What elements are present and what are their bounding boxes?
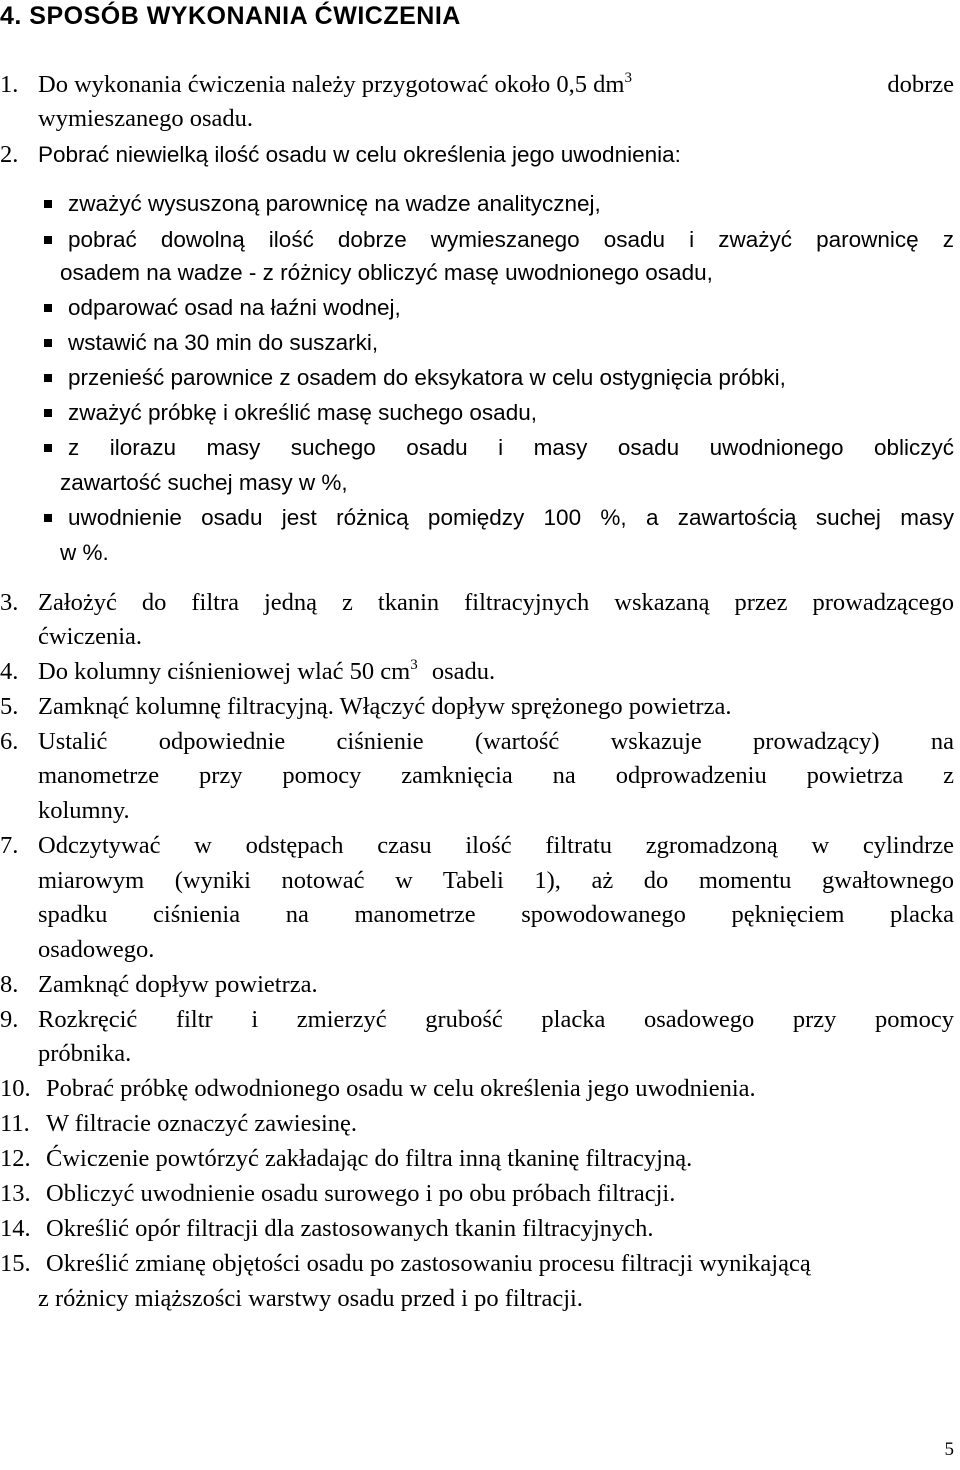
step-number: 11. [0,1110,30,1137]
step-text: spadku ciśnienia na manometrze spowodowanego pęknięciem placka [38,901,954,928]
bullet-item: z ilorazu masy suchego osadu i masy osadu uwodnionego obliczyć [68,435,954,460]
bullet-item: pobrać dowolną ilość dobrze wymieszanego osadu i zważyć parownicę z [68,227,954,252]
step-number: 6. [0,728,19,755]
step-text: Ustalić odpowiednie ciśnienie (wartość wskazuje prowadzący) na [38,728,954,755]
step-text: miarowym (wyniki notować w Tabeli 1), aż do momentu gwałtownego [38,867,954,894]
step-number: 8. [0,971,19,998]
step-text: próbnika. [38,1040,132,1067]
step-number: 3. [0,589,19,616]
bullet-item: przenieść parownice z osadem do eksykatora w celu ostygnięcia próbki, [68,365,786,390]
step-text: Założyć do filtra jedną z tkanin filtracyjnych wskazaną przez prowadzącego [38,589,954,616]
superscript: 3 [410,657,418,673]
step-number: 14. [0,1215,31,1242]
step-text: z różnicy miąższości warstwy osadu przed i po filtracji. [38,1285,583,1312]
section-heading: 4. SPOSÓB WYKONANIA ĆWICZENIA [0,2,461,30]
bullet-square-icon [44,200,52,208]
bullet-square-icon [44,339,52,347]
bullet-square-icon [44,409,52,417]
bullet-item: wstawić na 30 min do suszarki, [68,330,379,355]
bullet-item-continuation: osadem na wadze - z różnicy obliczyć masę uwodnionego osadu, [60,260,713,285]
step-text-part: Do wykonania ćwiczenia należy przygotować około 0,5 dm [38,71,625,98]
step-text [38,70,954,100]
step-number: 15. [0,1250,31,1277]
step-text: Pobrać niewielką ilość osadu w celu określenia jego uwodnienia: [38,142,681,167]
step-text-part: osadu. [431,658,496,685]
page-number: 5 [944,1439,954,1460]
step-number: 10. [0,1075,31,1102]
step-number: 1. [0,71,19,98]
step-text: W filtracie oznaczyć zawiesinę. [46,1110,358,1137]
step-text [38,657,495,687]
bullet-item-continuation: zawartość suchej masy w %, [60,470,348,495]
bullet-item: uwodnienie osadu jest różnicą pomiędzy 100 %, a zawartością suchej masy [68,505,954,530]
bullet-square-icon [44,374,52,382]
step-text-part: Do kolumny ciśnieniowej wlać 50 cm [38,658,411,685]
step-text: wymieszanego osadu. [38,105,253,132]
step-number: 5. [0,693,19,720]
step-text: Pobrać próbkę odwodnionego osadu w celu określenia jego uwodnienia. [46,1075,756,1102]
bullet-square-icon [44,444,52,452]
step-text: ćwiczenia. [38,623,143,650]
bullet-item: zważyć próbkę i określić masę suchego osadu, [68,400,537,425]
step-number: 13. [0,1180,31,1207]
step-number: 12. [0,1145,31,1172]
step-text: Obliczyć uwodnienie osadu surowego i po obu próbach filtracji. [46,1180,676,1207]
step-number: 4. [0,658,19,685]
step-text: Ćwiczenie powtórzyć zakładając do filtra inną tkaninę filtracyjną. [46,1145,693,1172]
step-text-part: dobrze [887,71,954,98]
step-text: Określić zmianę objętości osadu po zastosowaniu procesu filtracji wynikającą [46,1250,811,1277]
step-text: manometrze przy pomocy zamknięcia na odprowadzeniu powietrza z [38,762,954,789]
step-text: Zamknąć kolumnę filtracyjną. Włączyć dopływ sprężonego powietrza. [38,693,732,720]
bullet-square-icon [44,304,52,312]
bullet-item-continuation: w %. [60,540,109,565]
step-number: 7. [0,832,19,859]
bullet-item: odparować osad na łaźni wodnej, [68,295,401,320]
step-text: Określić opór filtracji dla zastosowanych tkanin filtracyjnych. [46,1215,654,1242]
bullet-item: zważyć wysuszoną parownicę na wadze analitycznej, [68,191,601,216]
step-text: Zamknąć dopływ powietrza. [38,971,318,998]
step-text: Odczytywać w odstępach czasu ilość filtratu zgromadzoną w cylindrze [38,832,954,859]
step-text: kolumny. [38,797,130,824]
step-number: 2. [0,141,19,168]
step-text: Rozkręcić filtr i zmierzyć grubość placka osadowego przy pomocy [38,1006,954,1033]
bullet-square-icon [44,514,52,522]
step-text: osadowego. [38,936,155,963]
superscript: 3 [624,70,632,86]
step-number: 9. [0,1006,19,1033]
bullet-square-icon [44,236,52,244]
